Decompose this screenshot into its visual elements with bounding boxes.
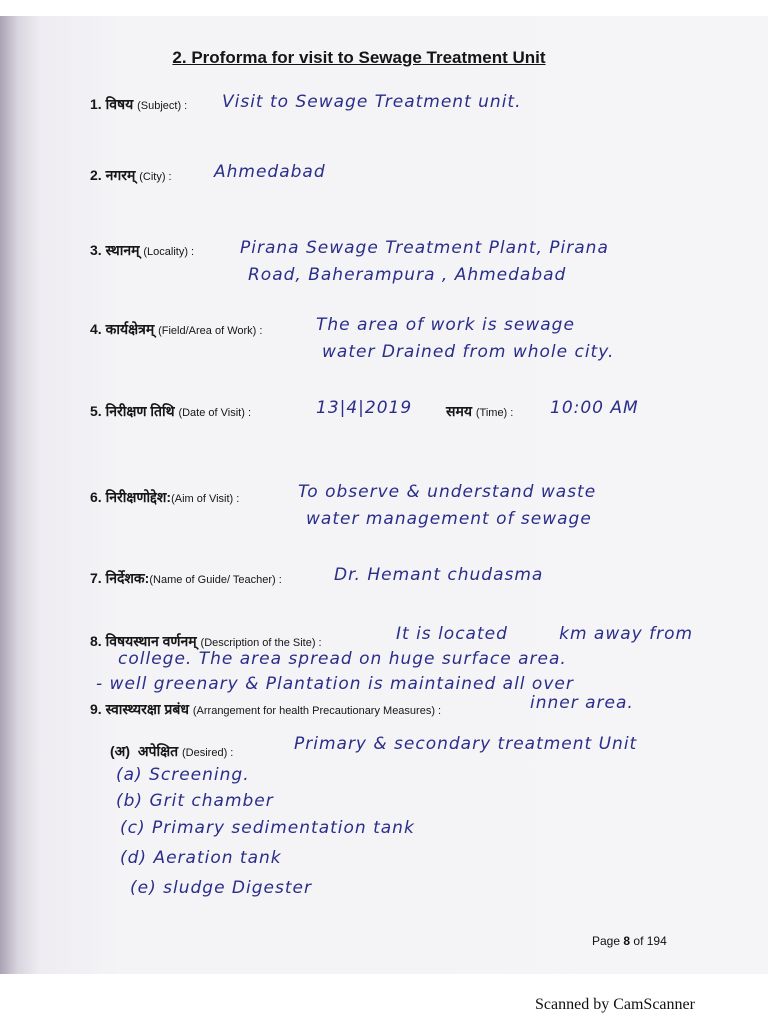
desired-list-item: (b) Grit chamber: [116, 791, 274, 811]
field-health-measures-label: 9. स्वास्थ्यरक्षा प्रबंध (Arrangement for health Precautionary Measures) :: [90, 701, 442, 717]
desired-answer: Primary & secondary treatment Unit: [294, 734, 638, 754]
page-number: Page 8 of 194: [592, 934, 667, 948]
field-health-measures-answer: inner area.: [530, 693, 634, 713]
field-aim-answer-line1: To observe & understand waste: [298, 482, 597, 502]
field-subject-label: 1. विषय (Subject) :: [90, 96, 188, 112]
field-time-answer: 10:00 AM: [550, 398, 639, 418]
field-date-label: 5. निरीक्षण तिथि (Date of Visit) :: [90, 403, 251, 419]
field-locality-label: 3. स्थानम् (Locality) :: [90, 242, 195, 258]
desired-list-item: (c) Primary sedimentation tank: [120, 818, 415, 838]
field-work-area-label: 4. कार्यक्षेत्रम् (Field/Area of Work) :: [90, 321, 263, 337]
camscanner-watermark: Scanned by CamScanner: [535, 996, 695, 1013]
field-locality-answer-line2: Road, Baherampura , Ahmedabad: [248, 265, 567, 285]
field-site-description-answer-line2: college. The area spread on huge surface area.: [118, 649, 567, 669]
page-title: 2. Proforma for visit to Sewage Treatment Unit: [172, 48, 546, 67]
field-site-description-answer-line3: - well greenary & Plantation is maintained all over: [96, 674, 574, 694]
field-guide-label: 7. निर्देशक:(Name of Guide/ Teacher) :: [90, 570, 282, 586]
field-subject-answer: Visit to Sewage Treatment unit.: [222, 92, 522, 112]
field-site-description-answer-line1: It is located km away from: [396, 624, 694, 644]
field-work-area-answer-line1: The area of work is sewage: [316, 315, 575, 335]
field-city-answer: Ahmedabad: [214, 162, 326, 182]
field-date-answer: 13|4|2019: [316, 398, 413, 418]
field-aim-answer-line2: water management of sewage: [306, 509, 592, 529]
field-aim-label: 6. निरीक्षणोद्देश:(Aim of Visit) :: [90, 489, 240, 505]
desired-list-item: (d) Aeration tank: [120, 848, 282, 868]
desired-label: (अ) अपेक्षित (Desired) :: [110, 743, 234, 759]
desired-list-item: (e) sludge Digester: [130, 878, 312, 898]
field-work-area-answer-line2: water Drained from whole city.: [322, 342, 615, 362]
field-guide-answer: Dr. Hemant chudasma: [334, 565, 544, 585]
field-site-description-label: 8. विषयस्थान वर्णनम् (Description of the Site) :: [90, 633, 322, 649]
field-city-label: 2. नगरम् (City) :: [90, 167, 172, 183]
desired-list-item: (a) Screening.: [116, 765, 250, 785]
field-locality-answer-line1: Pirana Sewage Treatment Plant, Pirana: [240, 238, 609, 258]
field-time-label: समय (Time) :: [446, 403, 514, 419]
